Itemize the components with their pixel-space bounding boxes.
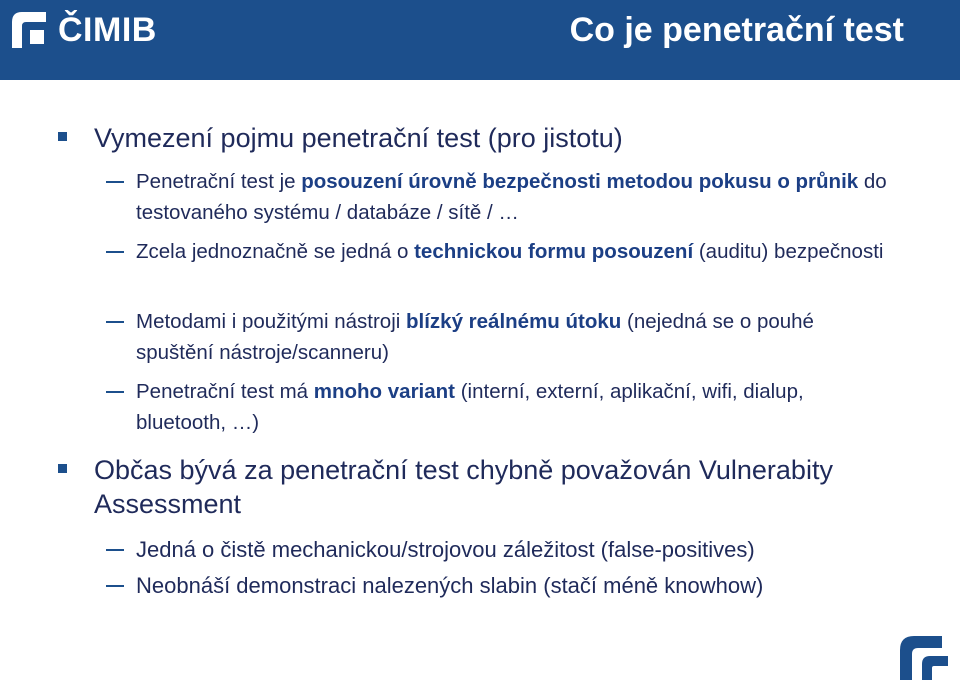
sub-text: Jedná o čistě mechanickou/strojovou záležitost (false-positives)	[136, 537, 755, 562]
dash-bullet-icon	[106, 585, 124, 587]
sub-bold-text: technickou formu posouzení	[414, 240, 694, 263]
bullet-1	[94, 121, 914, 155]
sub-text: (nejedná se o pouhé spuštění nástroje/scanneru)	[136, 310, 814, 364]
sub-bullet-2-2	[136, 569, 936, 603]
logo-text: ČIMIB	[58, 10, 157, 49]
sub-text: Neobnáší demonstraci nalezených slabin (stačí méně knowhow)	[136, 573, 764, 598]
sub-bold-text: blízký reálnému útoku	[406, 310, 622, 333]
square-bullet-icon	[58, 464, 67, 473]
dash-bullet-icon	[106, 549, 124, 551]
dash-bullet-icon	[106, 321, 124, 323]
sub-bullet-1-3	[136, 306, 896, 368]
bullet-2	[94, 453, 854, 521]
page-title: Co je penetrační test	[569, 11, 904, 49]
sub-text: Penetrační test je	[136, 170, 302, 193]
square-bullet-icon	[58, 132, 67, 141]
sub-bold-text: posouzení úrovně bezpečnosti metodou pokusu o průnik	[301, 170, 859, 193]
sub-bullet-1-1	[136, 166, 896, 228]
sub-text: Penetrační test má	[136, 380, 314, 403]
sub-text: Metodami i použitými nástroji	[136, 310, 407, 333]
dash-bullet-icon	[106, 181, 124, 183]
sub-text: Zcela jednoznačně se jedná o	[136, 240, 415, 263]
dash-bullet-icon	[106, 251, 124, 253]
sub-bold-text: mnoho variant	[313, 380, 456, 403]
header-bar	[0, 0, 960, 80]
corner-logo-icon	[898, 634, 950, 682]
sub-bullet-1-2	[136, 236, 896, 267]
sub-bullet-2-1	[136, 533, 936, 567]
cimib-logo-icon	[8, 8, 52, 52]
sub-text: do testovaného systému / databáze / sítě / …	[136, 170, 887, 224]
bullet-2-text: Občas bývá za penetrační test chybně považován Vulnerabity Assessment	[94, 455, 833, 519]
sub-bullet-1-4	[136, 376, 896, 438]
sub-text: (auditu) bezpečnosti	[693, 240, 884, 263]
dash-bullet-icon	[106, 391, 124, 393]
bullet-1-text: Vymezení pojmu penetrační test (pro jistotu)	[94, 123, 623, 153]
logo	[8, 4, 157, 56]
sub-text: (interní, externí, aplikační, wifi, dialup, bluetooth, …)	[136, 380, 804, 434]
